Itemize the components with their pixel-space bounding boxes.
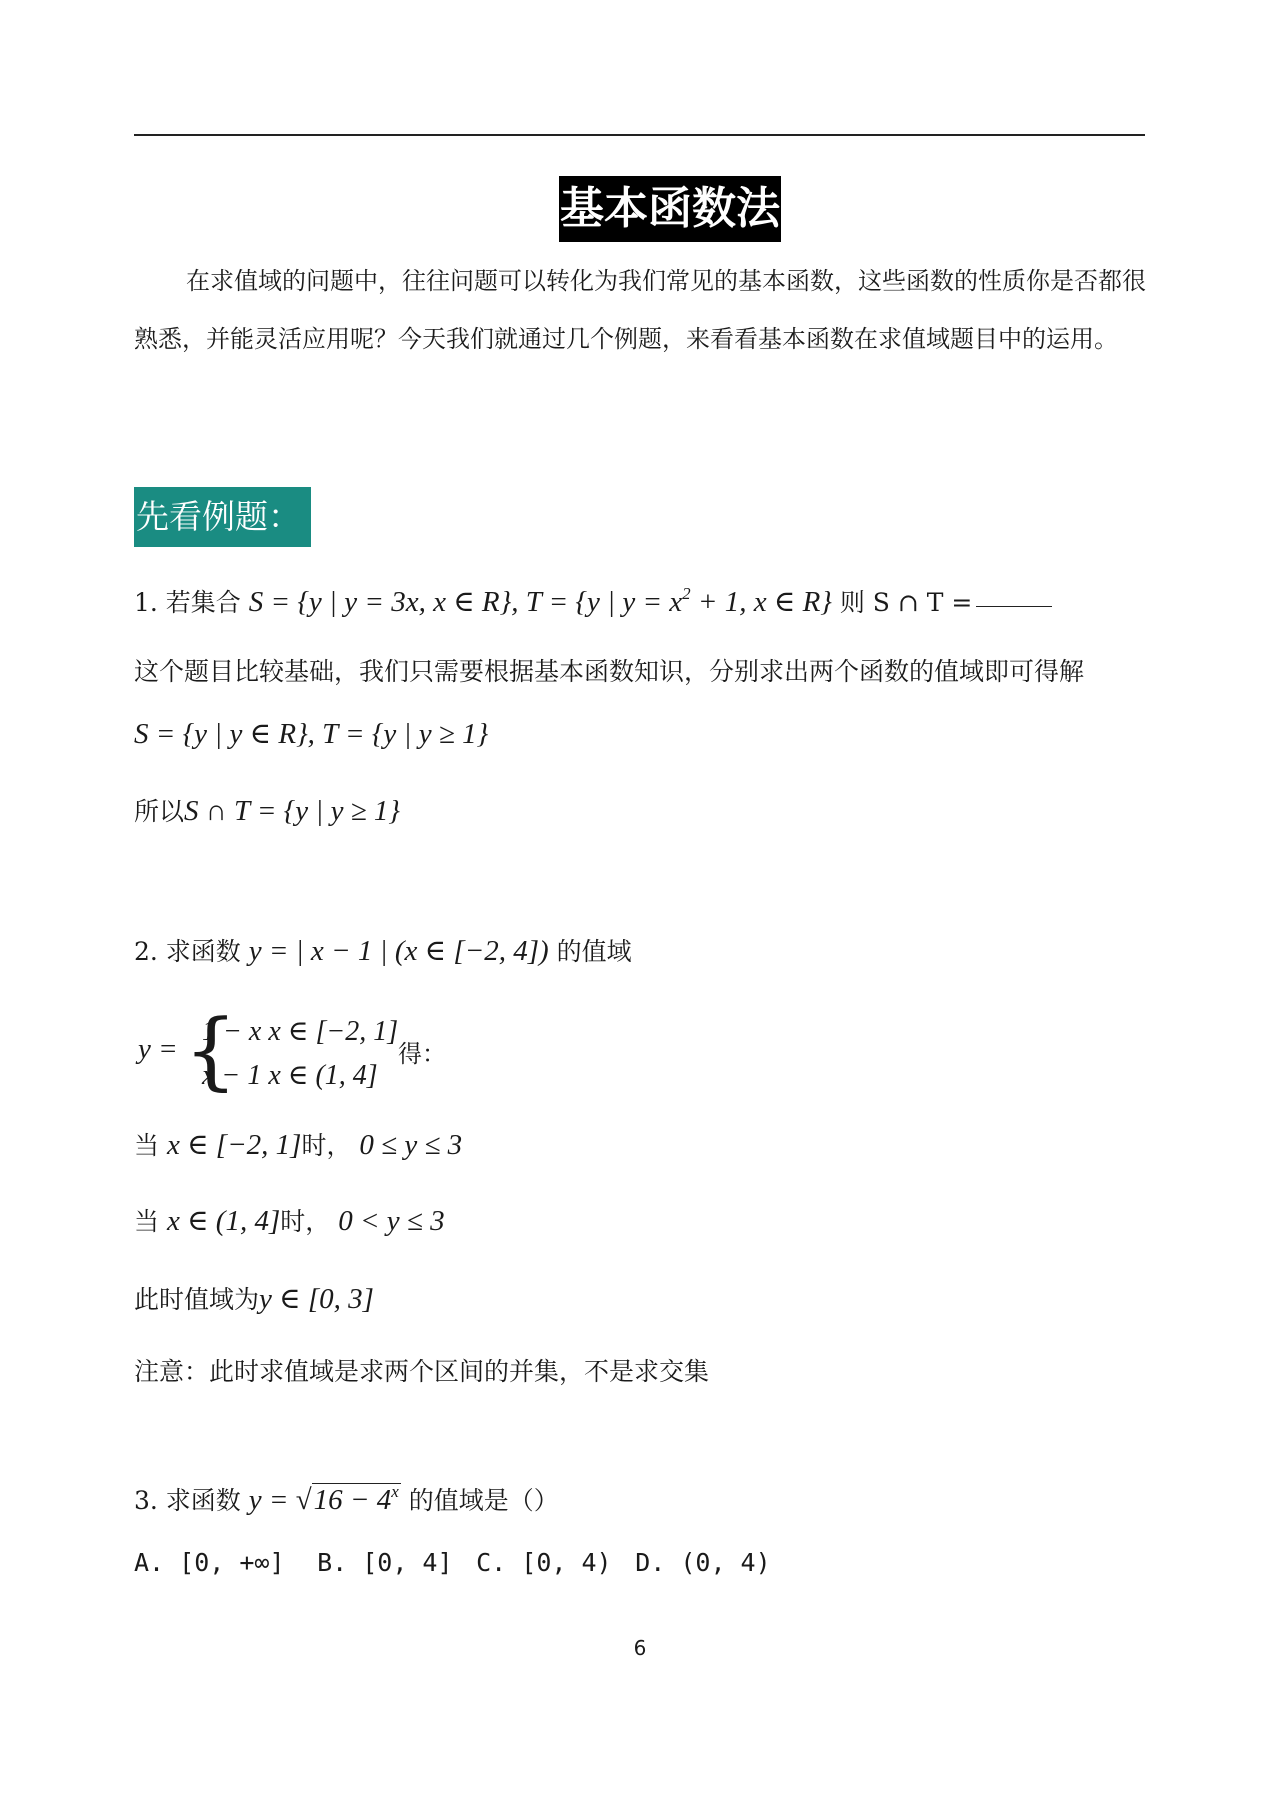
left-brace-icon: { — [184, 1001, 238, 1099]
option-c: C. [0, 4) — [476, 1548, 612, 1577]
when-1-result: 0 ≤ y ≤ 3 — [359, 1129, 463, 1161]
when-1-prefix: 当 — [134, 1131, 160, 1160]
problem-2-when-1 — [134, 1126, 462, 1162]
when-2-prefix: 当 — [134, 1207, 160, 1236]
problem-1-step-2-math: S ∩ T = {y | y ≥ 1} — [184, 795, 400, 827]
problem-1-set-t-tail: + 1, x ∈ R} — [690, 586, 832, 618]
when-2-result: 0 < y ≤ 3 — [338, 1205, 445, 1237]
problem-1-then: 则 S ∩ T = — [839, 588, 973, 617]
problem-2-when-2 — [134, 1202, 445, 1238]
page-title: 基本函数法 — [559, 176, 781, 242]
problem-1-statement — [134, 583, 1052, 619]
problem-2-prefix: 2. 求函数 — [134, 937, 241, 966]
page-number: 6 — [633, 1636, 647, 1660]
range-math: y ∈ [0, 3] — [259, 1283, 374, 1315]
when-2-condition: x ∈ (1, 4] — [166, 1205, 281, 1237]
problem-2-suffix: 的值域 — [556, 937, 632, 966]
problem-3-suffix: 的值域是（） — [408, 1486, 559, 1515]
problem-3-options — [134, 1548, 779, 1577]
piecewise-de: 得： — [398, 1040, 446, 1068]
radicand-exponent: x — [391, 1482, 399, 1501]
piecewise-case-2: x − 1 x ∈ (1, 4] — [202, 1060, 378, 1091]
when-2-shi: 时， — [280, 1207, 331, 1236]
problem-3-function — [249, 1484, 401, 1516]
option-d: D. (0, 4) — [635, 1548, 771, 1577]
sqrt-icon: $√16 - 4^x$ — [295, 1482, 399, 1516]
range-prefix: 此时值域为 — [134, 1285, 260, 1314]
sqrt-radicand — [312, 1483, 401, 1516]
problem-1-exponent: 2 — [682, 584, 691, 603]
problem-3-prefix: 3. 求函数 — [134, 1486, 241, 1515]
radicand-text: 16 − 4 — [313, 1484, 392, 1516]
when-1-condition: x ∈ [−2, 1] — [166, 1129, 302, 1161]
problem-3-func-a: y = — [248, 1484, 296, 1516]
problem-1-step-1: S = {y | y ∈ R}, T = {y | y ≥ 1} — [134, 718, 489, 750]
header-rule — [134, 134, 1145, 136]
problem-2-caution: 注意：此时求值域是求两个区间的并集，不是求交集 — [134, 1357, 710, 1386]
problem-1-set-s: S = {y | y = 3x, x ∈ R}, T = {y | y = x — [248, 586, 683, 618]
problem-2-range — [134, 1280, 374, 1316]
option-a: A. [0, +∞] — [134, 1548, 285, 1577]
problem-1-note: 这个题目比较基础，我们只需要根据基本函数知识，分别求出两个函数的值域即可得解 — [134, 657, 1085, 686]
option-b: B. [0, 4] — [317, 1548, 453, 1577]
intro-paragraph: 在求值域的问题中，往往问题可以转化为我们常见的基本函数，这些函数的性质你是否都很熟悉，并能灵活应用呢？今天我们就通过几个例题，来看看基本函数在求值域题目中的运用。 — [134, 267, 1146, 353]
problem-1-step-2-text: 所以 — [134, 797, 185, 826]
answer-blank — [976, 606, 1052, 607]
piecewise-function — [138, 1001, 558, 1104]
section-label-examples: 先看例题： — [134, 487, 311, 547]
problem-1-prefix: 1. 若集合 — [134, 588, 241, 617]
piecewise-y: y = — [138, 1033, 178, 1065]
problem-2-statement — [134, 932, 632, 968]
problem-2-function: y = | x − 1 | (x ∈ [−2, 4]) — [248, 935, 549, 967]
problem-1-sets — [249, 586, 832, 618]
when-1-shi: 时， — [301, 1131, 352, 1160]
piecewise-case-1: 1 − x x ∈ [−2, 1] — [202, 1016, 399, 1047]
problem-1-step-2 — [134, 792, 400, 828]
problem-3-statement — [134, 1481, 559, 1517]
